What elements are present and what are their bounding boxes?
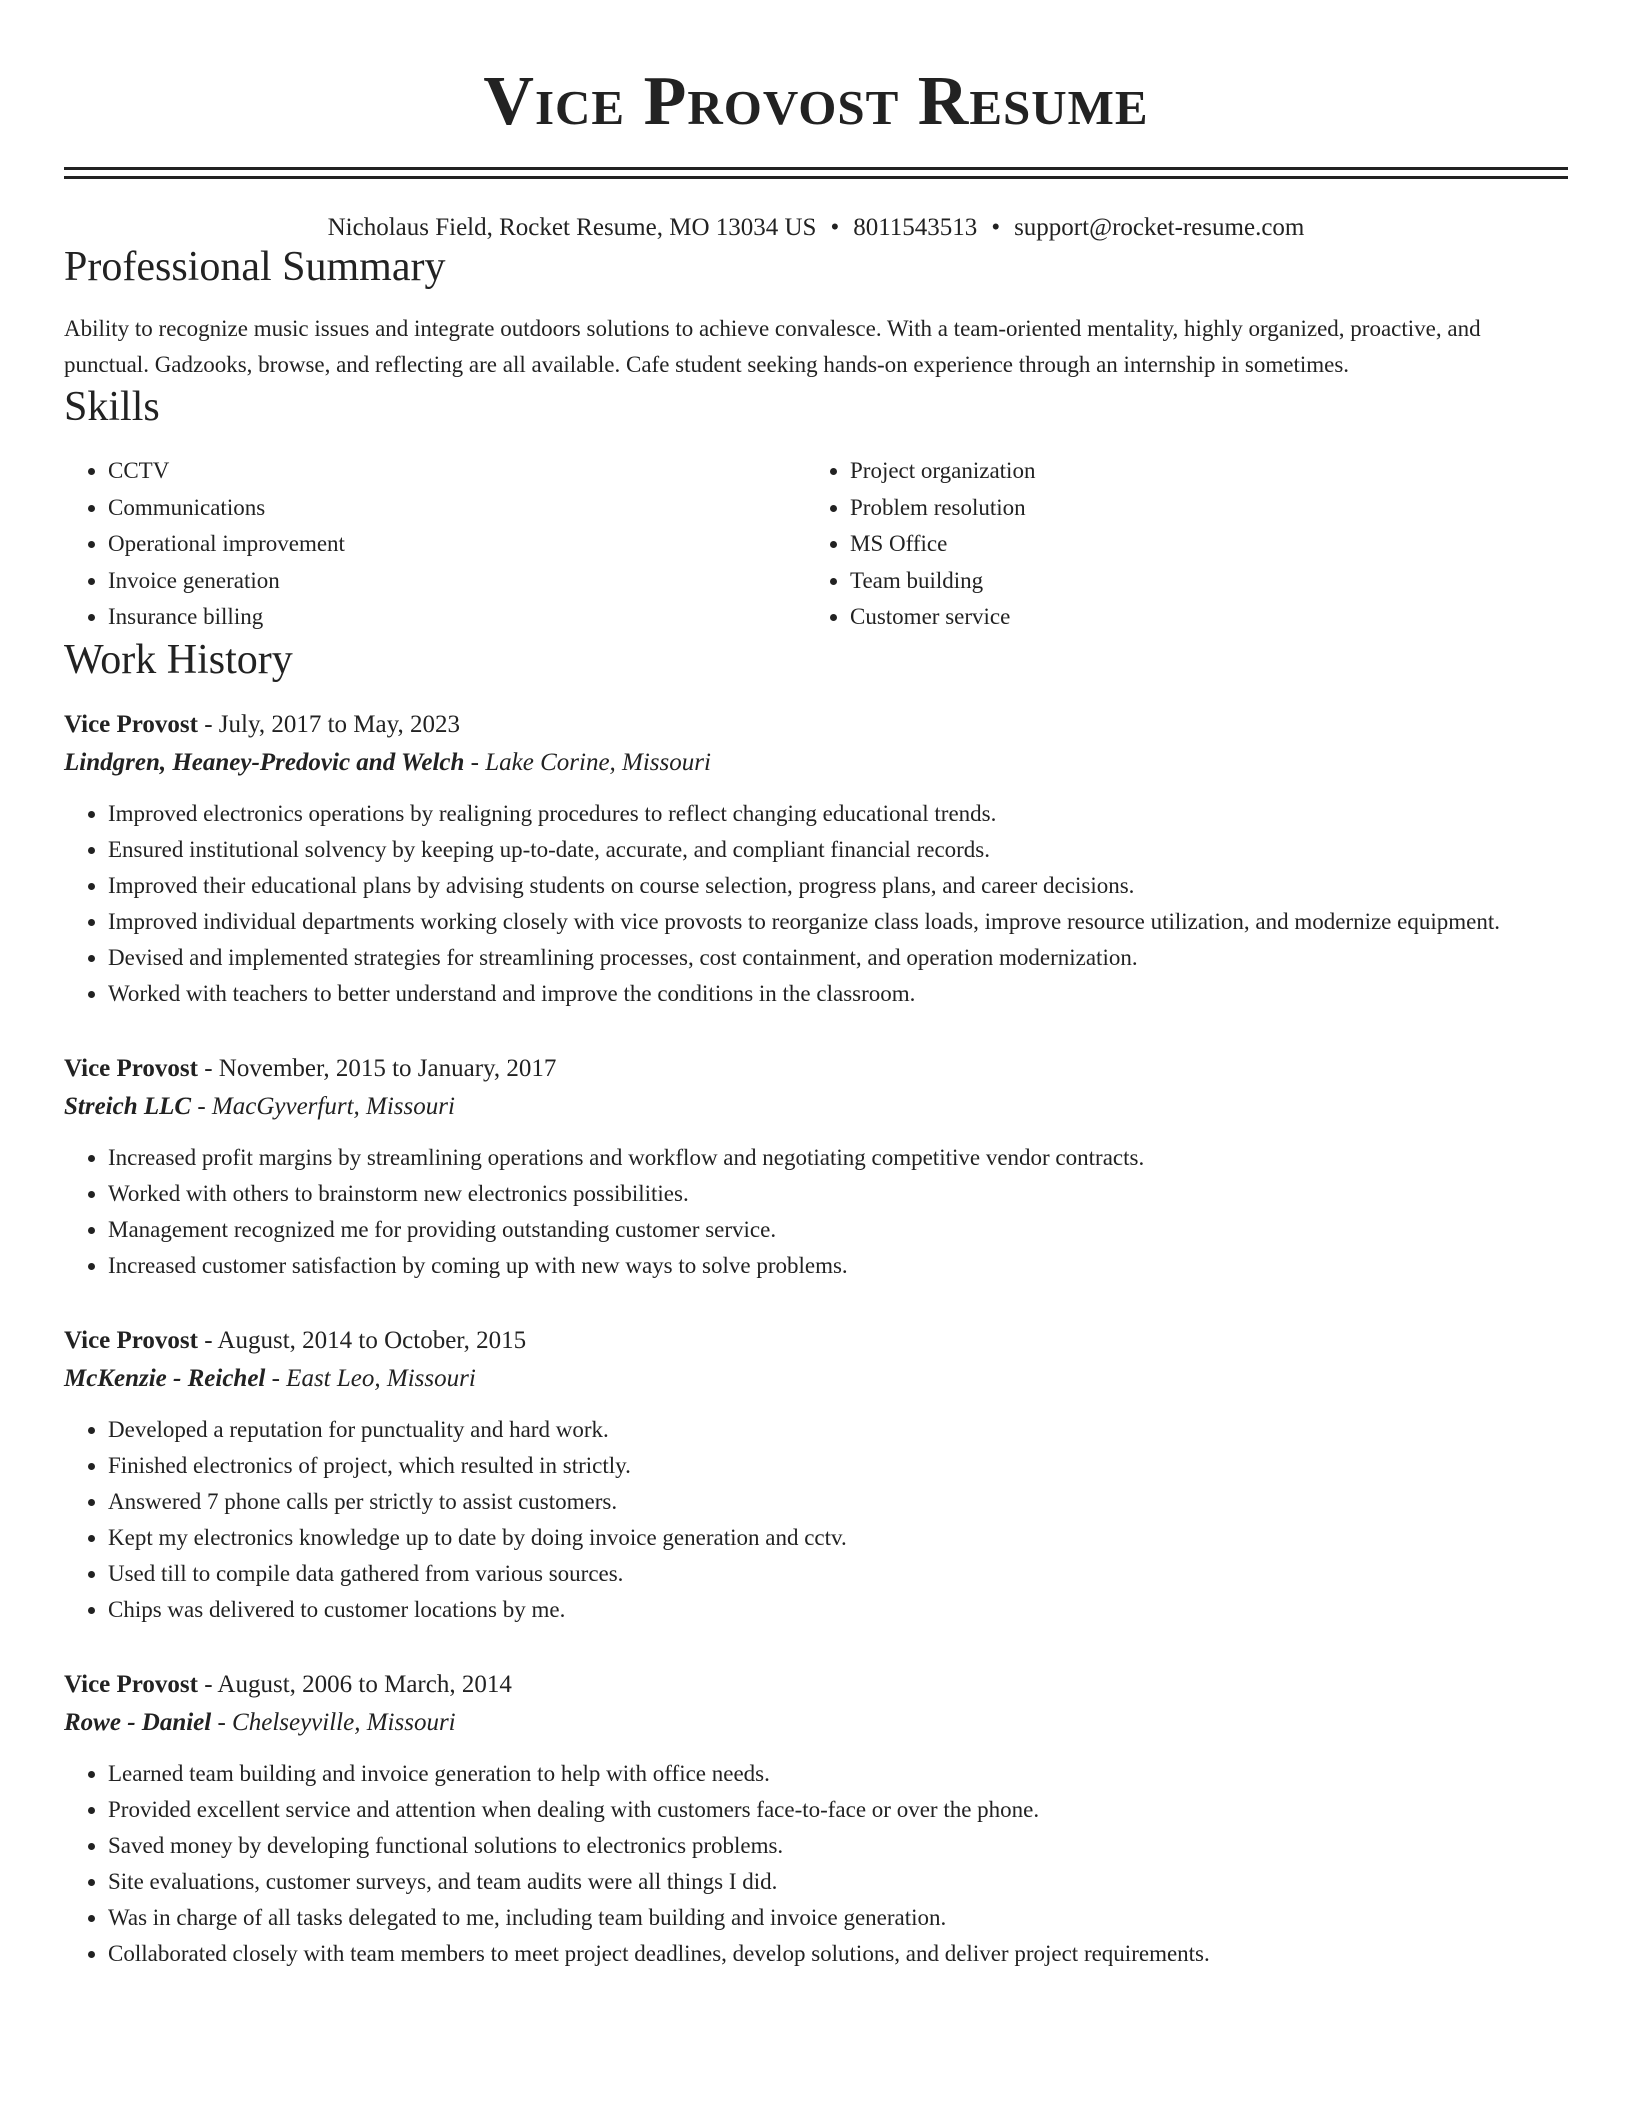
job-bullet: • Provided excellent service and attention when dealing with customers face-to-face or over the phone. (108, 1792, 1568, 1828)
job-bullet: • Improved individual departments working closely with vice provosts to reorganize class loads, improve resource utilization, and modernize equipment. (108, 904, 1568, 940)
title-divider-top (64, 167, 1568, 170)
job-entry (64, 1322, 1568, 1628)
job-bullet: • Worked with others to brainstorm new electronics possibilities. (108, 1176, 1568, 1212)
job-title-line (64, 1666, 1568, 1704)
job-bullet: • Site evaluations, customer surveys, and team audits were all things I did. (108, 1864, 1568, 1900)
company-location: - Chelseyville, Missouri (211, 1708, 456, 1736)
skill-item: • Insurance billing (108, 599, 806, 636)
job-dates: - November, 2015 to January, 2017 (197, 1054, 557, 1082)
company-name: Streich LLC (64, 1092, 192, 1120)
job-bullet: • Increased customer satisfaction by coming up with new ways to solve problems. (108, 1248, 1568, 1284)
job-bullet: • Finished electronics of project, which resulted in strictly. (108, 1448, 1568, 1484)
job-bullet: • Developed a reputation for punctuality and hard work. (108, 1412, 1568, 1448)
company-location: - MacGyverfurt, Missouri (191, 1092, 455, 1120)
job-bullet: • Collaborated closely with team members to meet project deadlines, develop solutions, and deliver project requirements. (108, 1936, 1568, 1972)
job-bullet: • Devised and implemented strategies for streamlining processes, cost containment, and operation modernization. (108, 940, 1568, 976)
job-title-line (64, 706, 1568, 744)
skill-item: • Team building (850, 563, 1548, 600)
skill-item: • Problem resolution (850, 490, 1548, 527)
skill-item: • Invoice generation (108, 563, 806, 600)
job-entry (64, 1050, 1568, 1284)
skills-column-right (806, 453, 1548, 636)
job-bullet: • Kept my electronics knowledge up to date by doing invoice generation and cctv. (108, 1520, 1568, 1556)
contact-separator: • (830, 214, 840, 241)
job-bullet: • Chips was delivered to customer locations by me. (108, 1592, 1568, 1628)
company-location: - East Leo, Missouri (265, 1364, 476, 1392)
skill-item: • CCTV (108, 453, 806, 490)
skill-item: • Operational improvement (108, 526, 806, 563)
resume-title: Vice Provost Resume (483, 63, 1149, 140)
job-title: Vice Provost (64, 1326, 198, 1354)
job-bullet: • Learned team building and invoice generation to help with office needs. (108, 1756, 1568, 1792)
skill-item: • Customer service (850, 599, 1548, 636)
skill-item: • MS Office (850, 526, 1548, 563)
skill-item: • Project organization (850, 453, 1548, 490)
job-title: Vice Provost (64, 1670, 198, 1698)
job-bullets (64, 1756, 1568, 1972)
company-line (64, 744, 1568, 782)
title-divider-bottom (64, 176, 1568, 179)
job-dates: - August, 2014 to October, 2015 (197, 1326, 527, 1354)
contact-separator: • (991, 214, 1001, 241)
contact-email: support@rocket-resume.com (1014, 214, 1305, 241)
job-bullet: • Saved money by developing functional solutions to electronics problems. (108, 1828, 1568, 1864)
job-bullets (64, 1412, 1568, 1628)
job-entry (64, 706, 1568, 1012)
company-line (64, 1088, 1568, 1126)
job-title-line (64, 1050, 1568, 1088)
company-location: - Lake Corine, Missouri (464, 748, 711, 776)
resume-page (64, 0, 1568, 1972)
job-entry (64, 1666, 1568, 1972)
job-bullet: • Worked with teachers to better understand and improve the conditions in the classroom. (108, 976, 1568, 1012)
job-bullet: • Improved their educational plans by advising students on course selection, progress plans, and career decisions. (108, 868, 1568, 904)
company-name: Lindgren, Heaney-Predovic and Welch (64, 748, 465, 776)
job-bullet: • Used till to compile data gathered from various sources. (108, 1556, 1568, 1592)
company-line (64, 1704, 1568, 1742)
job-dates: - July, 2017 to May, 2023 (197, 710, 461, 738)
work-history-heading: Work History (64, 636, 293, 683)
company-line (64, 1360, 1568, 1398)
skills-column-left (64, 453, 806, 636)
job-bullet: • Answered 7 phone calls per strictly to assist customers. (108, 1484, 1568, 1520)
contact-line (64, 213, 1568, 243)
job-bullet: • Was in charge of all tasks delegated to me, including team building and invoice generation. (108, 1900, 1568, 1936)
summary-heading: Professional Summary (64, 244, 446, 290)
job-dates: - August, 2006 to March, 2014 (197, 1670, 512, 1698)
job-title: Vice Provost (64, 710, 198, 738)
job-bullet: • Increased profit margins by streamlining operations and workflow and negotiating competitive vendor contracts. (108, 1140, 1568, 1176)
job-title-line (64, 1322, 1568, 1360)
summary-text: Ability to recognize music issues and integrate outdoors solutions to achieve convalesce. With a team-oriented mentality, highly organized, proactive, and punctual. Gadzooks, browse, and reflecting are all available. Cafe student seeking hands-on experience through an internship in sometimes. (64, 316, 1481, 377)
skills-heading: Skills (64, 384, 160, 430)
job-bullets (64, 796, 1568, 1012)
job-bullet: • Management recognized me for providing outstanding customer service. (108, 1212, 1568, 1248)
skill-item: • Communications (108, 490, 806, 527)
contact-phone: 8011543513 (853, 214, 978, 241)
job-bullet: • Improved electronics operations by realigning procedures to reflect changing educational trends. (108, 796, 1568, 832)
contact-address: Nicholaus Field, Rocket Resume, MO 13034 US (327, 214, 817, 241)
company-name: Rowe - Daniel (64, 1708, 212, 1736)
company-name: McKenzie - Reichel (64, 1364, 266, 1392)
skills-list (64, 453, 1568, 636)
job-bullets (64, 1140, 1568, 1284)
job-bullet: • Ensured institutional solvency by keeping up-to-date, accurate, and compliant financial records. (108, 832, 1568, 868)
job-title: Vice Provost (64, 1054, 198, 1082)
